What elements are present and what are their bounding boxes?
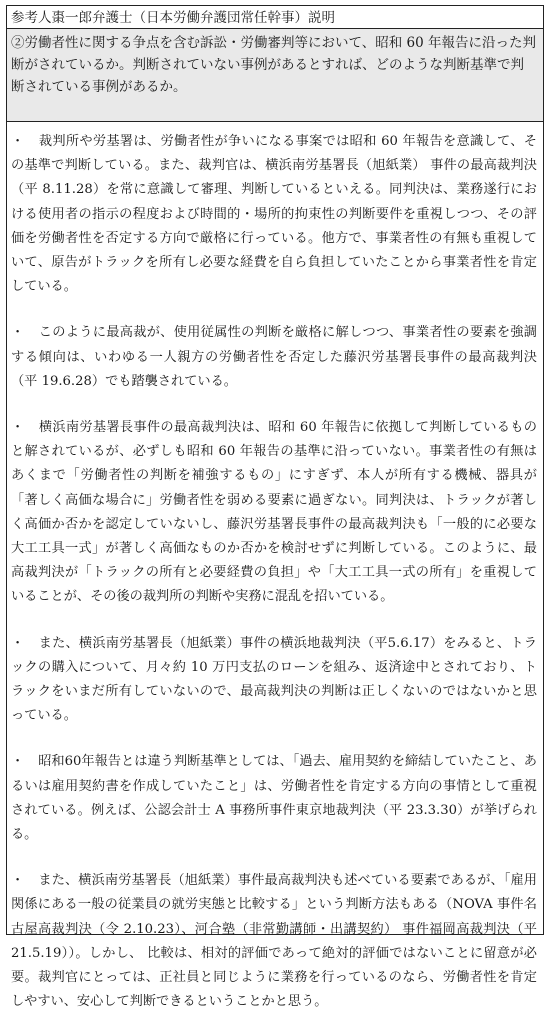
bullet-mark: ・	[11, 873, 25, 889]
bullet-mark: ・	[11, 325, 25, 341]
paragraph	[11, 750, 537, 847]
paragraph-text: また、横浜南労基署長（旭紙業）事件の横浜地裁判決（平5.6.17）をみると、トラックの購入について、月々約 10 万円支払のローンを組み、返済途中とされており、トラックをいまだ所有していないので、最高裁判決の判断は正しくないのではないかと思っている。	[11, 635, 537, 724]
paragraph-text: 裁判所や労基署は、労働者性が争いになる事案では昭和 60 年報告を意識して、その基準で判断している。また、裁判官は、横浜南労基署長（旭紙業） 事件の最高裁判決（平 8.11.28）を常に意識して審理、判断しているといえる。同判決は、業務遂行における使用者の指示の程度および時間的・場所的拘束性の判断要件を重視しつつ、その評価を労働者性を否定する方向で厳格に行っている。他方で、事業者性の有無も重視していて、原告がトラックを所有し必要な経費を自ら負担していたことから事業者性を肯定している。	[11, 134, 537, 295]
page-title: 参考人棗一郎弁護士（日本労働弁護団常任幹事）説明	[11, 10, 335, 26]
bullet-mark: ・	[11, 635, 25, 651]
paragraph-text: 横浜南労基署長事件の最高裁判決は、昭和 60 年報告に依拠して判断しているものと解されているが、必ずしも昭和 60 年報告の基準に沿っていない。事業者性の有無はあくまで「労働者性の判断を補強するもの」にすぎず、本人が所有する機械、器具が「著しく高価な場合に」労働者性を弱める要素に過ぎない。同判決は、トラックが著しく高価か否かを認定していないし、藤沢労基署長事件の最高裁判決も「一般的に必要な大工工具一式」が著しく高価なものか否かを検討せずに判断している。このように、最高裁判決が「トラックの所有と必要経費の負担」や「大工工具一式の所有」を重視していることが、その後の裁判所の判断や実務に混乱を招いている。	[11, 420, 537, 605]
paragraph	[11, 321, 537, 394]
paragraph	[11, 130, 537, 299]
answer-body	[7, 122, 543, 1015]
bullet-mark: ・	[11, 134, 25, 149]
paragraph	[11, 416, 537, 610]
table-header	[7, 6, 543, 29]
bullet-mark: ・	[11, 754, 25, 770]
question-text: ②労働者性に関する争点を含む訴訟・労働審判等において、昭和 60 年報告に沿った判断がされているか。判断されていない事例があるとすれば、どのような判断基準で判断されている事例があるか。	[11, 35, 536, 95]
paragraph	[11, 869, 537, 1014]
statement-table	[6, 5, 544, 1010]
paragraph-text: このように最高裁が、使用従属性の判断を厳格に解しつつ、事業者性の要素を強調する傾向は、いわゆる一人親方の労働者性を否定した藤沢労基署長事件の最高裁判決（平 19.6.28）でも踏襲されている。	[11, 325, 537, 389]
bullet-mark: ・	[11, 420, 25, 436]
paragraph	[11, 632, 537, 729]
question-row	[7, 29, 543, 122]
paragraph-text: また、横浜南労基署長（旭紙業）事件最高裁判決も述べている要素であるが、「雇用関係にある一般の従業員の就労実態と比較する」という判断方法もある（NOVA 事件名古屋高裁判決（令 2.10.23）、河合塾（非常勤講師・出講契約） 事件福岡高裁判決（平 21.5.19））。しかし、 比較は、相対的評価であって絶対的評価ではないことに留意が必要。裁判官にとっては、正社員と同じように業務を行っているのなら、労働者性を肯定しやすい、安心して判断できるということかと思う。	[11, 873, 537, 1010]
paragraph-text: 昭和60年報告とは違う判断基準としては、「過去、雇用契約を締結していたこと、あるいは雇用契約書を作成していたこと」は、労働者性を肯定する方向の事情として重視されている。例えば、公認会計士 A 事務所事件東京地裁判決（平 23.3.30）が挙げられる。	[11, 754, 537, 843]
